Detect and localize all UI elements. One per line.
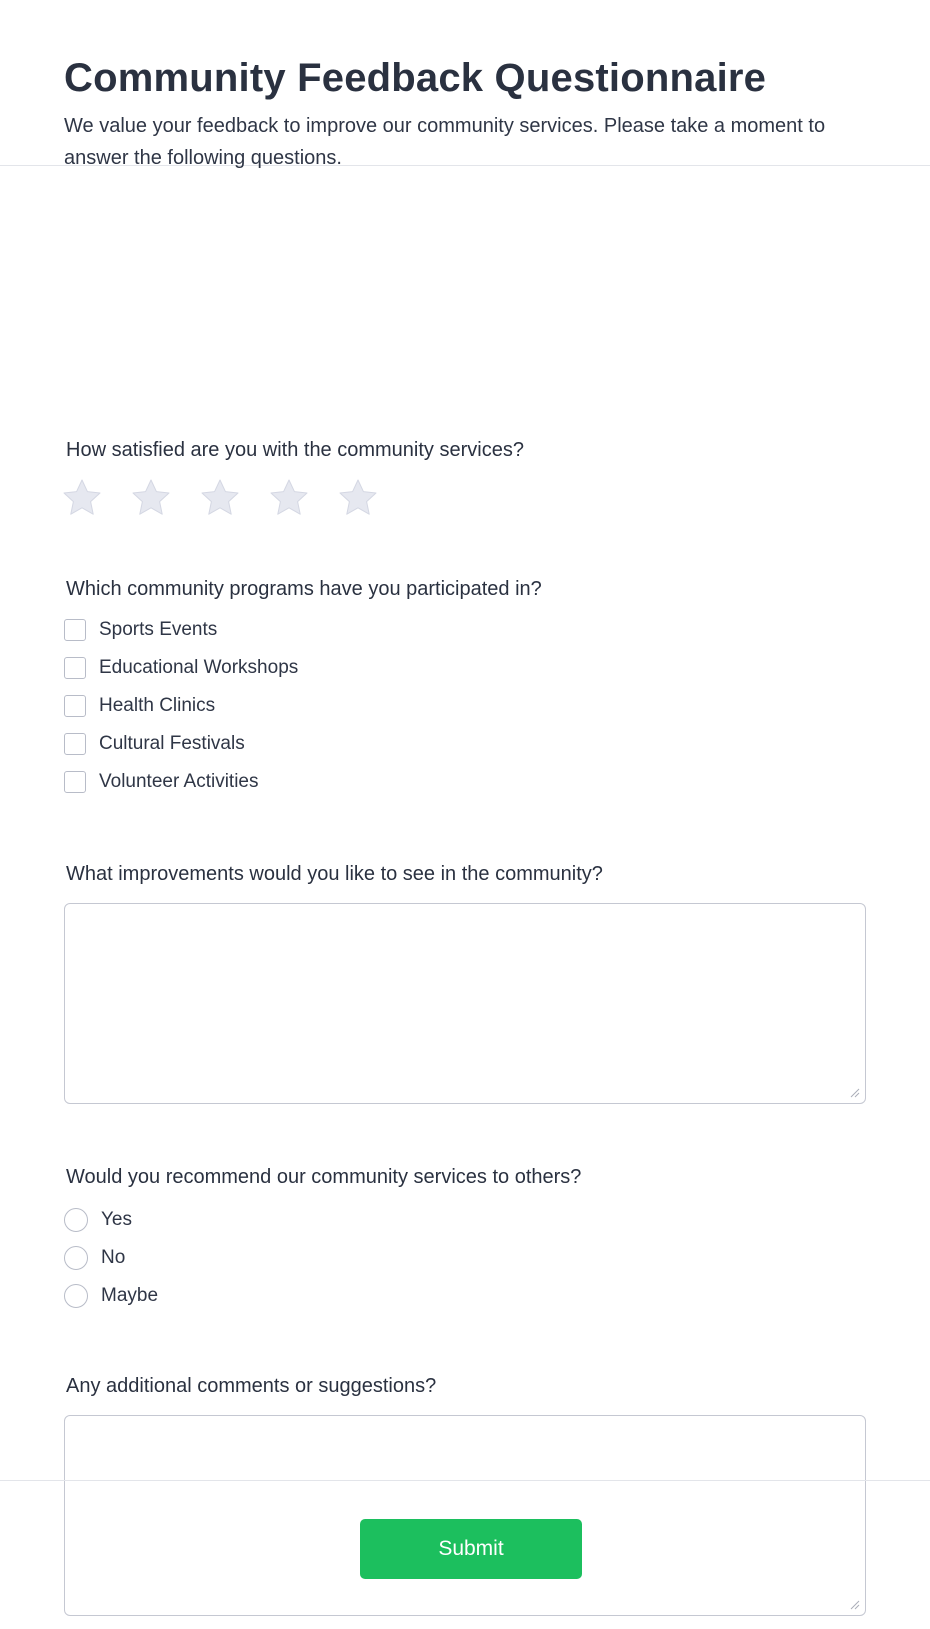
question-programs-label: Which community programs have you participated in? bbox=[66, 578, 542, 600]
checkbox[interactable] bbox=[64, 695, 86, 717]
program-option-label: Volunteer Activities bbox=[99, 771, 259, 792]
radio[interactable] bbox=[64, 1246, 88, 1270]
recommend-option-label: Yes bbox=[101, 1209, 132, 1230]
star-3-icon[interactable] bbox=[200, 478, 240, 518]
star-4-icon[interactable] bbox=[269, 478, 309, 518]
star-5-icon[interactable] bbox=[338, 478, 378, 518]
program-option[interactable] bbox=[64, 763, 298, 801]
program-option-label: Sports Events bbox=[99, 619, 218, 640]
program-option[interactable] bbox=[64, 649, 298, 687]
recommend-option[interactable] bbox=[64, 1239, 158, 1277]
program-option-label: Educational Workshops bbox=[99, 657, 299, 678]
recommend-option[interactable] bbox=[64, 1277, 158, 1315]
radio[interactable] bbox=[64, 1208, 88, 1232]
program-option[interactable] bbox=[64, 725, 298, 763]
program-option[interactable] bbox=[64, 687, 298, 725]
form-footer bbox=[0, 1480, 930, 1629]
page-subtitle: We value your feedback to improve our community services. Please take a moment to answer the following questions. bbox=[64, 115, 826, 169]
question-recommend-label: Would you recommend our community services to others? bbox=[66, 1166, 582, 1188]
recommend-option-label: No bbox=[101, 1247, 126, 1268]
improvements-textarea[interactable] bbox=[64, 903, 866, 1104]
program-option-label: Health Clinics bbox=[99, 695, 216, 716]
checkbox[interactable] bbox=[64, 733, 86, 755]
radio[interactable] bbox=[64, 1284, 88, 1308]
star-2-icon[interactable] bbox=[131, 478, 171, 518]
form-header bbox=[0, 0, 930, 169]
recommend-option-label: Maybe bbox=[101, 1285, 159, 1306]
star-rating bbox=[62, 478, 378, 518]
question-improvements-label: What improvements would you like to see in the community? bbox=[66, 863, 603, 885]
recommend-option[interactable] bbox=[64, 1201, 158, 1239]
recommend-radio-list bbox=[64, 1201, 158, 1315]
page-title: Community Feedback Questionnaire bbox=[64, 56, 767, 100]
star-1-icon[interactable] bbox=[62, 478, 102, 518]
question-comments-label: Any additional comments or suggestions? bbox=[66, 1375, 437, 1397]
checkbox[interactable] bbox=[64, 657, 86, 679]
program-option[interactable] bbox=[64, 611, 298, 649]
submit-button[interactable]: Submit bbox=[360, 1519, 582, 1579]
checkbox[interactable] bbox=[64, 771, 86, 793]
question-satisfaction-label: How satisfied are you with the community services? bbox=[66, 439, 524, 461]
programs-checkbox-list bbox=[64, 611, 298, 801]
checkbox[interactable] bbox=[64, 619, 86, 641]
program-option-label: Cultural Festivals bbox=[99, 733, 245, 754]
